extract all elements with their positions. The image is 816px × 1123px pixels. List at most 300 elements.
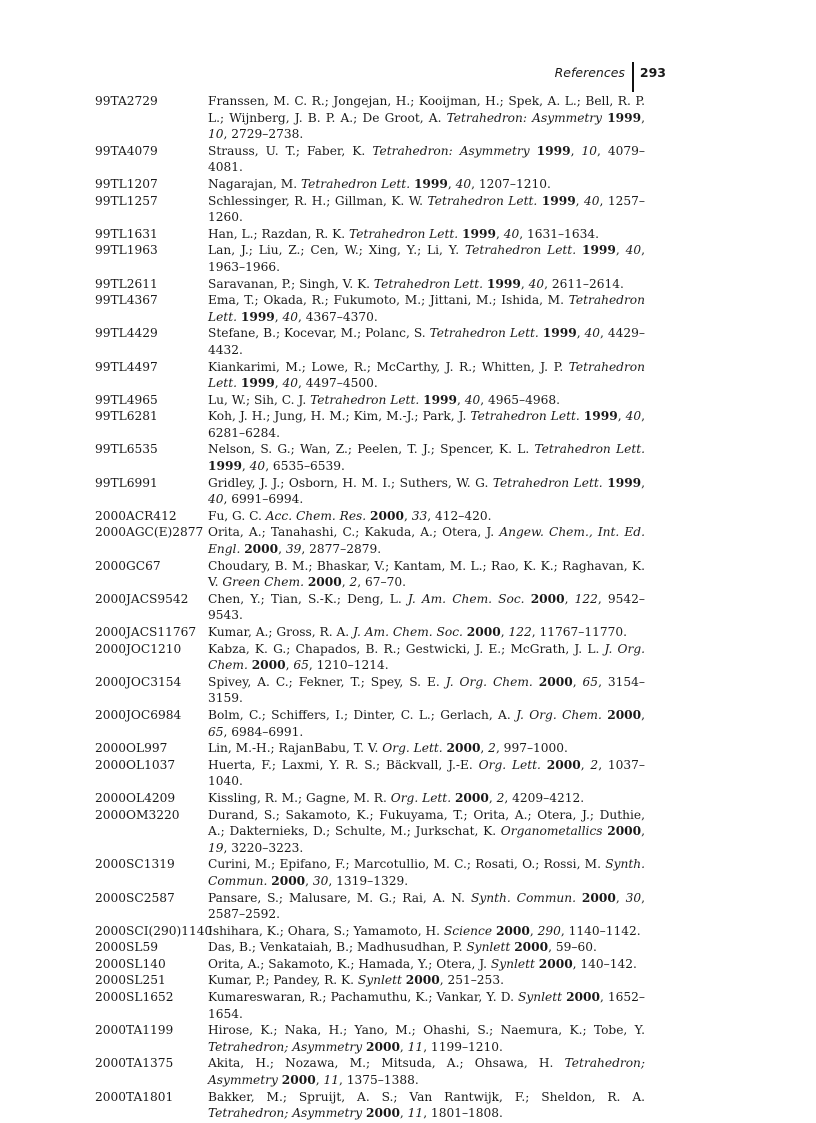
reference-key: 2000OM3220 [95,807,180,822]
reference-key: 2000JOC1210 [95,641,182,656]
reference-citation [208,674,645,707]
citation-text: , [617,409,626,424]
citation-text: Lan, J.; Liu, Z.; Cen, W.; Xing, Y.; Li, Y. [208,243,465,258]
reference-citation [208,956,645,973]
reference-citation [208,226,645,243]
citation-text: , [615,243,626,258]
citation-italic: 65 [582,674,599,689]
citation-text: , 6281–6284. [208,409,646,440]
citation-text: Chen, Y.; Tian, S.-K.; Deng, L. [208,591,408,606]
reference-entry [95,740,645,757]
reference-citation [208,524,645,557]
citation-text: Hirose, K.; Naka, H.; Yano, M.; Ohashi, S.; Naemura, K.; Tobe, Y. [208,1023,645,1038]
citation-text: , [529,923,538,938]
citation-italic: Synth. Commun. [208,857,645,888]
citation-italic: 40 [528,276,545,291]
reference-key: 99TL2611 [95,276,158,291]
citation-year: 2000 [281,1073,316,1088]
citation-italic: Org. Lett. [390,790,452,805]
reference-entry [95,923,645,940]
citation-text: Han, L.; Razdan, R. K. [208,226,350,241]
citation-italic: 11 [407,1106,424,1121]
reference-entry [95,890,645,923]
citation-text: , 11767–11770. [531,625,627,639]
citation-year: 2000 [546,757,581,772]
reference-citation [208,143,645,176]
citation-italic: Tetrahedron; Asymmetry [208,1056,645,1088]
citation-italic: 40 [282,376,299,391]
reference-key: 99TL1963 [95,243,158,258]
citation-italic: J. Org. Chem. [208,641,645,673]
citation-text: Kiankarimi, M.; Lowe, R.; McCarthy, J. R.; Whitten, J. P. [208,359,569,374]
reference-citation [208,292,645,325]
citation-italic: 40 [584,193,600,208]
citation-text: , [641,824,646,839]
citation-text: , 6984–6991. [223,724,304,739]
citation-text: , [641,475,646,490]
citation-text: Kumar, A.; Gross, R. A. [208,625,354,639]
citation-text: , 1631–1634. [519,226,599,241]
running-title: References [554,64,625,80]
reference-entry [95,508,645,525]
reference-key: 99TL1207 [95,176,158,191]
citation-text: Lu, W.; Sih, C. J. [208,392,311,407]
reference-citation [208,856,645,889]
citation-italic: Synlett [490,956,535,971]
reference-citation [208,325,645,358]
reference-key: 2000SL59 [95,940,158,955]
citation-year: 2000 [566,990,600,1005]
citation-text: Lin, M.-H.; RajanBabu, T. V. [208,741,383,756]
citation-year: 1999 [413,176,448,191]
citation-italic: Org. Lett. [382,741,443,756]
citation-text: , 1375–1388. [338,1073,419,1088]
citation-text: , 1257–1260. [208,193,646,225]
citation-year: 1999 [581,243,616,258]
reference-citation [208,624,645,641]
citation-text: , 3154–3159. [208,674,646,706]
reference-key: 99TL4965 [95,392,158,407]
citation-text: , [241,459,250,474]
citation-text: , 1963–1966. [208,243,646,274]
citation-text: , 4429–4432. [208,326,645,357]
citation-text: Bolm, C.; Schiffers, I.; Dinter, C. L.; Gerlach, A. [208,707,517,722]
reference-key: 99TL4497 [95,359,158,374]
reference-citation [208,242,645,275]
citation-italic: 10 [581,143,597,158]
citation-text: Das, B.; Venkataiah, B.; Madhusudhan, P. [208,940,467,955]
reference-entry [95,707,645,740]
citation-italic: Synth. Commun. [470,890,576,905]
reference-entry [95,143,645,176]
citation-text: , 1652–1654. [208,990,646,1021]
reference-entry [95,972,645,989]
citation-year: 1999 [583,409,618,424]
reference-entry [95,757,645,790]
reference-citation [208,989,645,1022]
citation-italic: Tetrahedron; Asymmetry [208,1106,363,1121]
citation-italic: 65 [293,658,309,673]
citation-text: , [641,707,646,722]
citation-text: Orita, A.; Tanahashi, C.; Kakuda, A.; Otera, J. [208,525,500,540]
citation-text: , 2611–2614. [544,276,624,291]
citation-text: , 2877–2879. [301,542,382,557]
citation-italic: 2 [590,757,599,772]
citation-text: Bakker, M.; Spruijt, A. S.; Van Rantwijk, F.; Sheldon, R. A. [208,1089,645,1104]
reference-key: 2000ACR412 [95,508,177,523]
reference-citation [208,807,645,857]
citation-year: 2000 [530,591,565,606]
citation-italic: 40 [503,226,520,241]
citation-text: , [575,193,585,208]
reference-key: 2000SL1652 [95,990,174,1005]
reference-entry [95,939,645,956]
citation-year: 1999 [542,326,577,341]
citation-italic: Organometallics [500,824,603,839]
citation-year: 2000 [366,1106,400,1121]
citation-italic: 2 [488,741,496,756]
citation-text: , [570,143,582,158]
citation-text: , [564,591,575,606]
citation-text: , [520,276,529,291]
reference-entry [95,226,645,243]
citation-year: 2000 [495,923,530,938]
reference-key: 99TL6281 [95,409,158,424]
citation-text: , [615,890,626,905]
reference-key: 2000TA1375 [95,1056,174,1071]
citation-year: 2000 [446,741,481,756]
reference-key: 2000SL251 [95,973,166,988]
reference-key: 2000AGC(E)2877 [95,525,204,540]
citation-text: Nagarajan, M. [208,176,301,191]
citation-year: 2000 [607,824,642,839]
citation-italic: Org. Lett. [478,757,541,772]
reference-entry [95,956,645,973]
reference-key: 99TA4079 [95,143,158,158]
citation-italic: Tetrahedron Lett. [349,226,459,241]
citation-text: Choudary, B. M.; Bhaskar, V.; Kantam, M. L.; Rao, K. K.; Raghavan, K. V. [208,558,645,590]
citation-text: , 67–70. [357,575,406,590]
citation-italic: Tetrahedron Lett. [310,392,420,407]
reference-entry [95,1089,645,1122]
citation-italic: Green Chem. [222,575,304,590]
citation-text: , 4209–4212. [504,790,585,805]
reference-citation [208,558,645,591]
citation-year: 2000 [454,790,489,805]
citation-italic: Acc. Chem. Res. [265,508,367,523]
citation-text: Kumar, P.; Pandey, R. K. [208,973,358,988]
citation-italic: Tetrahedron Lett. [470,409,580,424]
reference-entry [95,591,645,624]
citation-text: , [285,658,294,673]
citation-text: Spivey, A. C.; Fekner, T.; Spey, S. E. [208,674,446,689]
reference-citation [208,392,645,409]
citation-text: Koh, J. H.; Jung, H. M.; Kim, M.-J.; Park, J. [208,409,471,424]
citation-italic: 40 [282,309,299,324]
citation-text: , [305,873,313,888]
reference-key: 99TL6535 [95,442,158,457]
reference-entry [95,441,645,474]
citation-text: Franssen, M. C. R.; Jongejan, H.; Kooijman, H.; Spek, A. L.; Bell, R. P. L.; Wijnberg, J. B. P. A.; De Groot, A. [208,94,645,125]
citation-italic: 11 [407,1039,424,1054]
citation-italic: J. Am. Chem. Soc. [407,591,525,606]
citation-italic: J. Org. Chem. [445,674,533,689]
citation-year: 1999 [486,276,521,291]
citation-text: , [500,625,509,639]
reference-citation [208,408,645,441]
citation-year: 2000 [366,1039,400,1054]
citation-year: 1999 [607,110,642,125]
reference-citation [208,707,645,740]
citation-text: , [572,674,583,689]
citation-text: , 4367–4370. [298,309,378,324]
reference-entry [95,856,645,889]
citation-year: 2000 [251,658,286,673]
citation-italic: J. Am. Chem. Soc. [353,625,463,639]
citation-italic: 40 [249,459,266,474]
citation-text: , 4497–4500. [298,376,378,391]
reference-key: 99TL4429 [95,326,158,341]
citation-text: , 6991–6994. [223,492,304,507]
reference-citation [208,890,645,923]
reference-citation [208,757,645,790]
citation-italic: 40 [455,176,472,191]
citation-text: , [315,1073,324,1088]
citation-text: Pansare, S.; Malusare, M. G.; Rai, A. N. [208,890,471,905]
citation-text: , 9542–9543. [208,591,646,623]
citation-text: Strauss, U. T.; Faber, K. [208,143,373,158]
citation-italic: Tetrahedron: Asymmetry [446,110,603,125]
reference-entry [95,790,645,807]
citation-year: 2000 [370,508,404,523]
reference-entry [95,359,645,392]
citation-text [530,144,537,158]
citation-text: , 1140–1142. [560,923,641,938]
reference-citation [208,790,645,807]
reference-citation [208,1089,645,1122]
citation-year: 2000 [244,542,279,557]
citation-year: 1999 [541,193,576,208]
citation-text: , [274,309,283,324]
citation-year: 1999 [536,143,571,158]
citation-italic: 2 [349,575,358,590]
reference-key: 2000SCI(290)1140 [95,923,213,938]
reference-key: 99TL1257 [95,193,158,208]
reference-entry [95,475,645,508]
citation-year: 2000 [405,973,440,988]
reference-key: 99TA2729 [95,94,158,108]
reference-entry [95,392,645,409]
reference-key: 2000TA1199 [95,1023,174,1038]
reference-citation [208,972,645,989]
citation-year: 2000 [581,890,616,905]
reference-entry [95,641,645,674]
citation-text: , 3220–3223. [223,840,304,855]
citation-text: , 1210–1214. [308,658,389,673]
reference-key: 99TL4367 [95,293,158,308]
page-header [555,57,666,87]
reference-citation [208,641,645,674]
reference-key: 2000JOC6984 [95,707,182,722]
citation-text: Schlessinger, R. H.; Gillman, K. W. [208,193,428,208]
citation-italic: Synlett [357,973,402,988]
reference-citation [208,93,645,143]
citation-year: 1999 [462,226,496,241]
citation-italic: 40 [208,492,224,507]
reference-entry [95,93,645,143]
citation-italic: 39 [285,542,302,557]
citation-text: , 2587–2592. [208,890,646,922]
citation-italic: 40 [625,243,642,258]
citation-text: Kabza, K. G.; Chapados, B. R.; Gestwicki, J. E.; McGrath, J. L. [208,641,605,656]
reference-entry [95,807,645,857]
reference-key: 2000JACS9542 [95,591,189,606]
reference-list [95,93,645,1122]
citation-italic: Tetrahedron: Asymmetry [372,143,530,158]
citation-text: , [495,226,504,241]
citation-italic: 40 [464,392,481,407]
citation-text: , [488,790,497,805]
reference-key: 99TL6991 [95,475,158,490]
reference-citation [208,176,645,193]
reference-entry [95,989,645,1022]
citation-text: , 4079–4081. [208,143,646,175]
reference-citation [208,475,645,508]
citation-italic: Synlett [466,940,511,955]
citation-italic: 40 [625,409,642,424]
reference-citation [208,193,645,226]
citation-year: 2000 [271,873,306,888]
citation-italic: Tetrahedron; Asymmetry [208,1039,363,1054]
citation-text: , 1801–1808. [423,1106,503,1121]
citation-italic: Synlett [518,990,562,1005]
citation-italic: 122 [508,625,532,639]
citation-text: , [278,542,286,557]
reference-entry [95,1022,645,1055]
citation-italic: Tetrahedron Lett. [373,276,484,291]
reference-entry [95,624,645,641]
citation-text: , 412–420. [427,508,492,523]
citation-text: , 1319–1329. [328,873,409,888]
citation-text: Akita, H.; Nozawa, M.; Mitsuda, A.; Ohsawa, H. [208,1056,565,1071]
reference-citation [208,359,645,392]
reference-citation [208,923,645,940]
citation-text: , [399,1106,408,1121]
citation-year: 1999 [423,392,458,407]
citation-text: , 997–1000. [495,741,568,756]
citation-text: , [641,110,645,125]
citation-text: , [480,741,489,756]
citation-text: , 1037–1040. [208,757,646,789]
citation-text: Ishihara, K.; Ohara, S.; Yamamoto, H. [208,923,444,938]
citation-italic: 30 [625,890,642,905]
citation-text: Stefane, B.; Kocevar, M.; Polanc, S. [208,326,430,341]
reference-key: 2000GC67 [95,558,161,573]
citation-text: , [341,575,350,590]
citation-year: 2000 [538,956,573,971]
reference-entry [95,558,645,591]
citation-text: Saravanan, P.; Singh, V. K. [208,276,374,291]
reference-entry [95,408,645,441]
citation-year: 1999 [208,459,242,474]
reference-citation [208,441,645,474]
reference-citation [208,740,645,757]
reference-citation [208,591,645,624]
citation-text: , [274,376,283,391]
reference-key: 2000SC2587 [95,890,175,905]
citation-text: , 140–142. [572,956,637,971]
header-rule [632,62,634,92]
reference-entry [95,193,645,226]
citation-italic: Tetrahedron Lett. [300,176,411,191]
citation-italic: Tetrahedron Lett. [534,442,646,457]
reference-key: 2000SL140 [95,956,166,971]
citation-text: Fu, G. C. [208,508,266,523]
reference-key: 2000JOC3154 [95,674,182,689]
citation-text: , 6535–6539. [265,459,345,474]
citation-italic: 30 [312,873,329,888]
citation-italic: Tetrahedron Lett. [208,293,645,324]
citation-italic: Tetrahedron Lett. [492,475,603,490]
citation-text: Kissling, R. M.; Gagne, M. R. [208,790,391,805]
citation-italic: Tetrahedron Lett. [429,326,539,341]
citation-text: Gridley, J. J.; Osborn, H. M. I.; Suthers, W. G. [208,475,493,490]
reference-entry [95,292,645,325]
citation-italic: 11 [323,1073,339,1088]
reference-key: 2000OL4209 [95,790,176,805]
citation-italic: 40 [584,326,601,341]
citation-italic: Science [443,923,493,938]
reference-key: 2000JACS11767 [95,625,197,639]
citation-italic: Tetrahedron Lett. [427,193,538,208]
citation-italic: 10 [208,127,224,142]
citation-text: Ema, T.; Okada, R.; Fukumoto, M.; Jittani, M.; Ishida, M. [208,293,569,308]
reference-citation [208,508,645,525]
citation-text: , 1207–1210. [471,176,551,191]
reference-entry [95,242,645,275]
reference-citation [208,276,645,293]
citation-text: , [403,508,412,523]
citation-text: Nelson, S. G.; Wan, Z.; Peelen, T. J.; Spencer, K. L. [208,442,535,457]
reference-key: 2000SC1319 [95,857,175,872]
citation-italic: 290 [537,923,561,938]
citation-year: 2000 [466,625,501,639]
reference-citation [208,1055,645,1088]
citation-year: 2000 [607,707,642,722]
citation-text: Huerta, F.; Laxmi, Y. R. S.; Bäckvall, J.-E. [208,757,479,772]
citation-text: , [447,176,456,191]
citation-year: 2000 [514,940,549,955]
citation-text: , 2729–2738. [223,127,304,142]
reference-entry [95,524,645,557]
citation-text: , 4965–4968. [480,392,561,407]
citation-year: 2000 [538,674,573,689]
reference-entry [95,1055,645,1088]
citation-text: , 1199–1210. [423,1039,503,1054]
citation-year: 1999 [240,309,275,324]
reference-key: 99TL1631 [95,226,158,241]
citation-year: 1999 [607,475,642,490]
citation-text: , [580,757,591,772]
citation-text: Kumareswaran, R.; Pachamuthu, K.; Vankar, Y. D. [208,990,518,1005]
citation-text: Durand, S.; Sakamoto, K.; Fukuyama, T.; Orita, A.; Otera, J.; Duthie, A.; Dakternieks, D.; Schulte, M.; Jurkschat, K. [208,807,645,839]
citation-italic: J. Org. Chem. [516,707,602,722]
reference-entry [95,276,645,293]
reference-entry [95,176,645,193]
reference-citation [208,1022,645,1055]
citation-text: , [399,1039,408,1054]
page-number: 293 [639,64,666,80]
